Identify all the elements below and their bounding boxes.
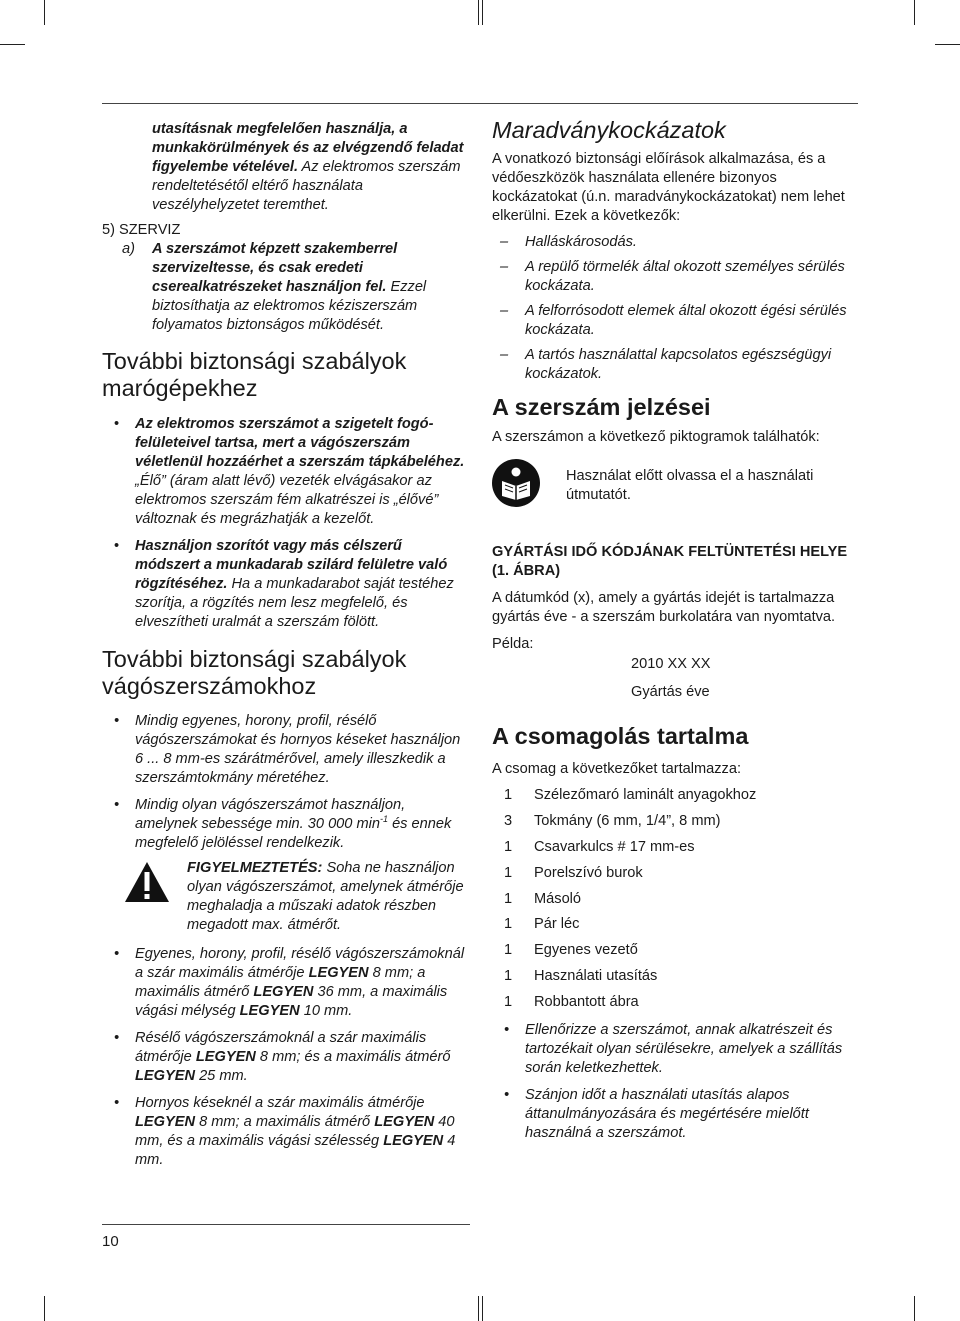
pelda-code: 2010 XX XX <box>631 656 711 672</box>
list-item: • Az elektromos szerszámot a szigetelt fogó-felületeivel tartsa, mert a vágószerszám véletlenül hozzáérhet a szerszám tápkábeléhez. „Élő” (áram alatt lévő) vezeték elvágásakor az elektromos szerszám fém alkatrészei is „élővé” változnak és megrázhatják a kezelőt. <box>102 415 470 529</box>
crop-mark <box>914 1296 915 1321</box>
right-column <box>492 117 862 1143</box>
package-list <box>492 783 862 1015</box>
crop-mark <box>44 0 45 25</box>
pictogram-text: Használat előtt olvassa el a használati útmutatót. <box>566 468 814 503</box>
maro-list <box>102 415 470 632</box>
vago-list <box>102 712 470 853</box>
heading-datum: GYÁRTÁSI IDŐ KÓDJÁNAK FELTÜNTETÉSI HELYE (1. ÁBRA) <box>492 544 848 579</box>
list-item: 1 Csavarkulcs # 17 mm-es <box>504 838 695 855</box>
top-rule <box>102 103 858 104</box>
csomag-intro: A csomag a következőket tartalmazza: <box>492 761 742 777</box>
list-item: – A felforrósodott elemek által okozott égési sérülés kockázata. <box>492 302 862 340</box>
list-item: 1 Robbantott ábra <box>504 993 639 1010</box>
list-item: – A tartós használattal kapcsolatos egészségügyi kockázatok. <box>492 346 862 384</box>
warning-box: FIGYELMEZTETÉS: Soha ne használjon olyan vágószerszámot, amelynek átmérője meghaladja a műszaki adatok részben megadott max. átmérőt. <box>102 859 470 935</box>
list-item: • Szánjon időt a használati utasítás alapos áttanulmányozására és megértésére mielőtt használná a szerszámot. <box>492 1086 862 1143</box>
list-item: 1 Pár léc <box>504 916 580 933</box>
spec-list <box>102 945 470 1170</box>
list-item: • Használjon szorítót vagy más célszerű módszert a munkadarab szilárd felületre való rögzítéséhez. Ha a munkadarabot saját testéhez szorítja, a rögzítés nem lesz megfelelő, és elveszítheti uralmát a szerszám fölött. <box>102 537 470 632</box>
intro-paragraph: utasításnak megfelelően használja, a munkakörülmények és az elvégzendő feladat figyelembe vételével. Az elektromos szerszám rendeltetésétől eltérő használata veszélyhelyzetet teremthet. <box>152 121 464 213</box>
read-manual-icon <box>492 459 540 507</box>
crop-mark <box>44 1296 45 1321</box>
warning-triangle-icon <box>124 861 170 903</box>
list-item: – A repülő törmelék által okozott személyes sérülés kockázata. <box>492 258 862 296</box>
list-item: • Egyenes, horony, profil, résélő vágószerszámoknál a szár maximális átmérője LEGYEN 8 mm; a maximális átmérő LEGYEN 36 mm, a maximális vágási mélység LEGYEN 10 mm. <box>102 945 470 1021</box>
heading-csomag: A csomagolás tartalma <box>492 723 749 749</box>
list-item: • Résélő vágószerszámoknál a szár maximális átmérője LEGYEN 8 mm; és a maximális átmérő LEGYEN 25 mm. <box>102 1029 470 1086</box>
pelda-label: Példa: <box>492 636 534 652</box>
heading-vago: További biztonsági szabályok vágószerszámokhoz <box>102 646 407 699</box>
list-item: • Ellenőrizze a szerszámot, annak alkatrészeit és tartozékait olyan sérülésekre, amelyek a szállítás során keletkezhettek. <box>492 1021 862 1078</box>
risk-list <box>492 233 862 384</box>
pelda-block <box>492 635 862 707</box>
list-item: – Halláskárosodás. <box>492 233 862 252</box>
pelda-caption: Gyártás éve <box>631 684 710 700</box>
datum-text: A dátumkód (x), amely a gyártás idejét is tartalmazza gyártás éve - a szerszám burkolatára van nyomtatva. <box>492 590 836 625</box>
crop-mark <box>0 44 25 45</box>
maradvany-intro: A vonatkozó biztonsági előírások alkalmazása, és a védőeszközök használata ellenére bizonyos kockázatokat (ú.n. maradványkockázatokat) nem lehet elkerülni. Ezek a következők: <box>492 151 845 224</box>
crop-mark <box>482 1296 483 1321</box>
list-item: 3 Tokmány (6 mm, 1/4”, 8 mm) <box>504 813 721 830</box>
list-item: 1 Szélezőmaró laminált anyagokhoz <box>504 787 757 804</box>
szerviz-item-a: a) A szerszámot képzett szakemberrel szervizeltesse, és csak eredeti cserealkatrészeket használjon fel. Ezzel biztosíthatja az elektromos kéziszerszám folyamatos biztonságos működését. <box>122 241 427 333</box>
left-column <box>102 120 470 1170</box>
crop-mark <box>914 0 915 25</box>
warning-label: FIGYELMEZTETÉS: <box>187 860 323 876</box>
crop-mark <box>478 1296 479 1321</box>
crop-mark <box>478 0 479 25</box>
list-item: 1 Egyenes vezető <box>504 942 638 959</box>
szerviz-heading: 5) SZERVIZ <box>102 222 181 238</box>
page-number: 10 <box>102 1233 119 1250</box>
list-item: • Mindig olyan vágószerszámot használjon, amelynek sebessége min. 30 000 $\min^{-1}$ és ennek megfelelő jelöléssel rendelkezik. <box>102 796 470 853</box>
jelzes-intro: A szerszámon a következő piktogramok találhatók: <box>492 429 820 445</box>
notes-list <box>492 1021 862 1143</box>
list-item: 1 Használati utasítás <box>504 967 658 984</box>
crop-mark <box>482 0 483 25</box>
pictogram-row <box>492 459 862 507</box>
list-item: 1 Másoló <box>504 890 582 907</box>
list-item: • Mindig egyenes, horony, profil, résélő vágószerszámokat és hornyos késeket használjon 6 ... 8 mm-es szárátmérővel, amely illeszkedik a szerszámtokmány méretéhez. <box>102 712 470 788</box>
heading-jelzes: A szerszám jelzései <box>492 394 711 420</box>
heading-maro: További biztonsági szabályok marógépekhez <box>102 348 407 401</box>
heading-maradvany: Maradványkockázatok <box>492 117 726 143</box>
list-item: 1 Porelszívó burok <box>504 864 643 881</box>
crop-mark <box>935 44 960 45</box>
bottom-rule <box>102 1224 470 1225</box>
list-item: • Hornyos késeknél a szár maximális átmérője LEGYEN 8 mm; a maximális átmérő LEGYEN 40 mm, és a maximális vágási szélesség LEGYEN 4 mm. <box>102 1094 470 1170</box>
